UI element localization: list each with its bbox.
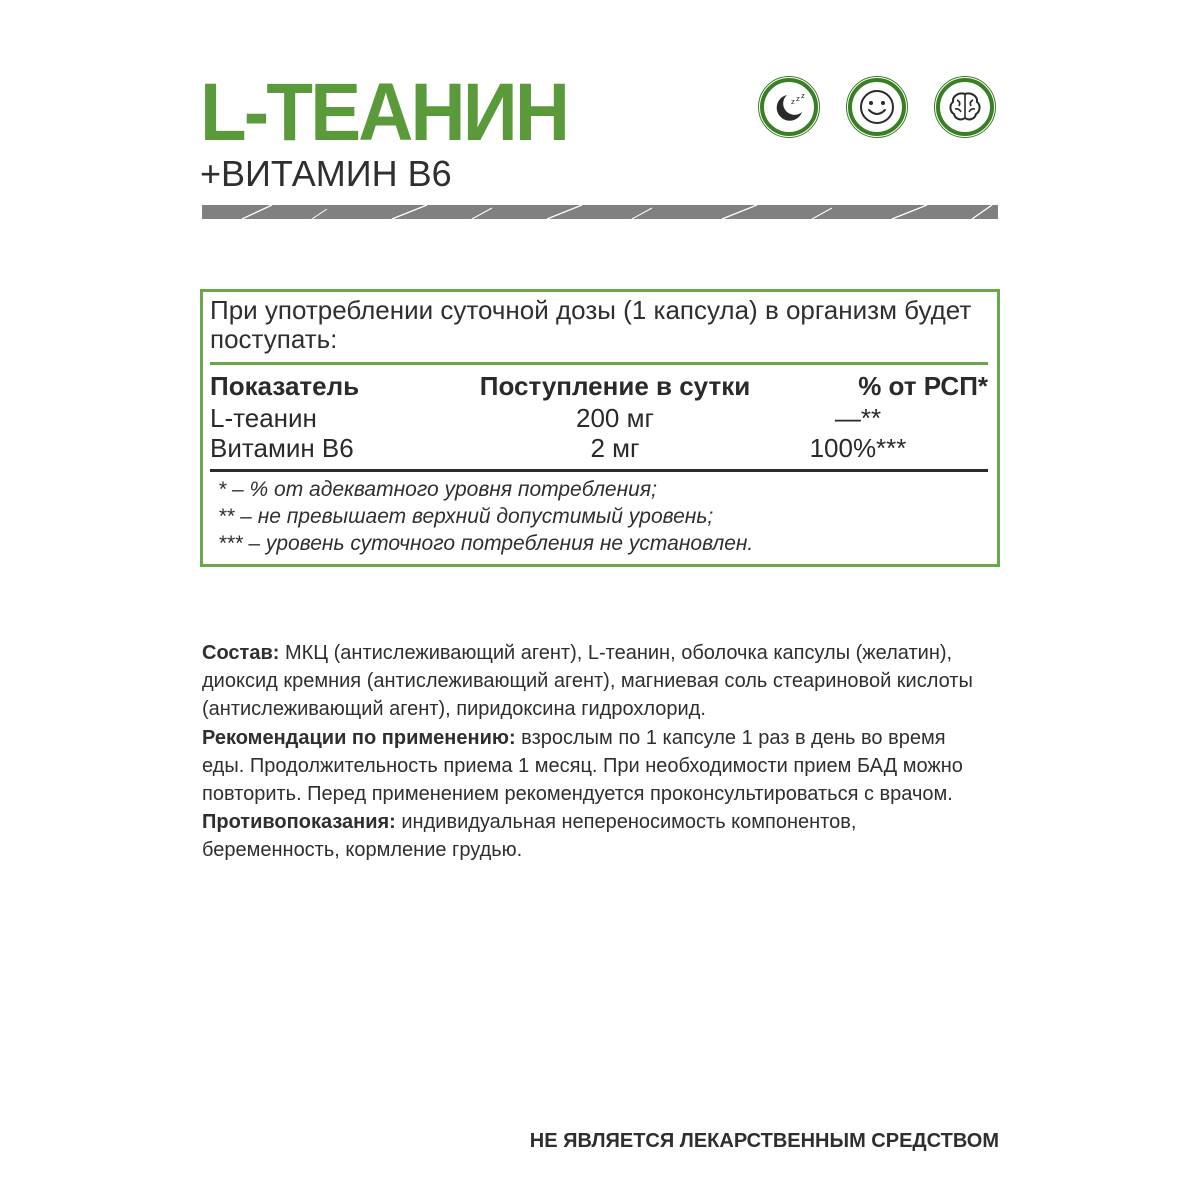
smile-face-icon (848, 78, 906, 136)
composition-text: МКЦ (антислеживающий агент), L-теанин, оболочка капсулы (желатин), диоксид кремния (антислеживающий агент), магниевая соль стеариновой кислоты (антислеживающий агент), пиридоксина гидрохлорид. (202, 642, 973, 721)
row-name: L-теанин (210, 403, 317, 433)
contraindications-label: Противопоказания: (202, 811, 396, 834)
moon-sleep-icon (760, 78, 818, 136)
table-top-rule (210, 362, 988, 365)
intake-intro: При употреблении суточной дозы (1 капсула) в организм будет поступать: (210, 295, 972, 354)
footnote: ** – не превышает верхний допустимый уровень; (218, 505, 714, 528)
column-daily-intake: Поступление в сутки (479, 371, 751, 401)
composition-paragraph (202, 639, 992, 724)
svg-text:z: z (796, 95, 800, 103)
row-percent: 100%*** (809, 433, 907, 463)
column-percent-rsp: % от РСП* (858, 371, 988, 401)
footnote: *** – уровень суточного потребления не установлен. (218, 532, 754, 555)
footnotes (218, 476, 978, 557)
table-row (210, 403, 988, 433)
composition-label: Состав: (202, 642, 280, 664)
recommendations-text: взрослым по 1 капсуле 1 раз в день во время еды. Продолжительность приема 1 месяц. При необходимости прием БАД можно повторить. Перед применением рекомендуется проконсультироваться с врачом. (202, 726, 963, 806)
row-name: Витамин В6 (210, 433, 354, 463)
column-indicator: Показатель (210, 371, 360, 401)
footnote: * – % от адекватного уровня потребления; (218, 478, 657, 501)
product-title: L-ТЕАНИН (200, 67, 568, 158)
recommendations-paragraph (202, 724, 992, 809)
decorative-stripe (202, 205, 998, 219)
product-subtitle: +ВИТАМИН В6 (200, 153, 452, 194)
contraindications-text: индивидуальная непереносимость компонентов, беременность, кормление грудью. (202, 811, 857, 862)
svg-text:z: z (791, 98, 795, 106)
brain-icon (936, 78, 994, 136)
svg-text:z: z (801, 92, 805, 100)
table-row (210, 433, 988, 463)
row-percent: —** (834, 403, 882, 433)
product-description (202, 639, 992, 865)
table-bottom-rule (210, 469, 988, 472)
table-header (210, 371, 988, 401)
benefit-icons (756, 78, 1001, 144)
row-amount: 200 мг (576, 403, 654, 433)
contraindications-paragraph (202, 808, 992, 864)
disclaimer: НЕ ЯВЛЯЕТСЯ ЛЕКАРСТВЕННЫМ СРЕДСТВОМ (529, 1130, 999, 1152)
recommendations-label: Рекомендации по применению: (202, 726, 516, 749)
row-amount: 2 мг (590, 433, 640, 463)
